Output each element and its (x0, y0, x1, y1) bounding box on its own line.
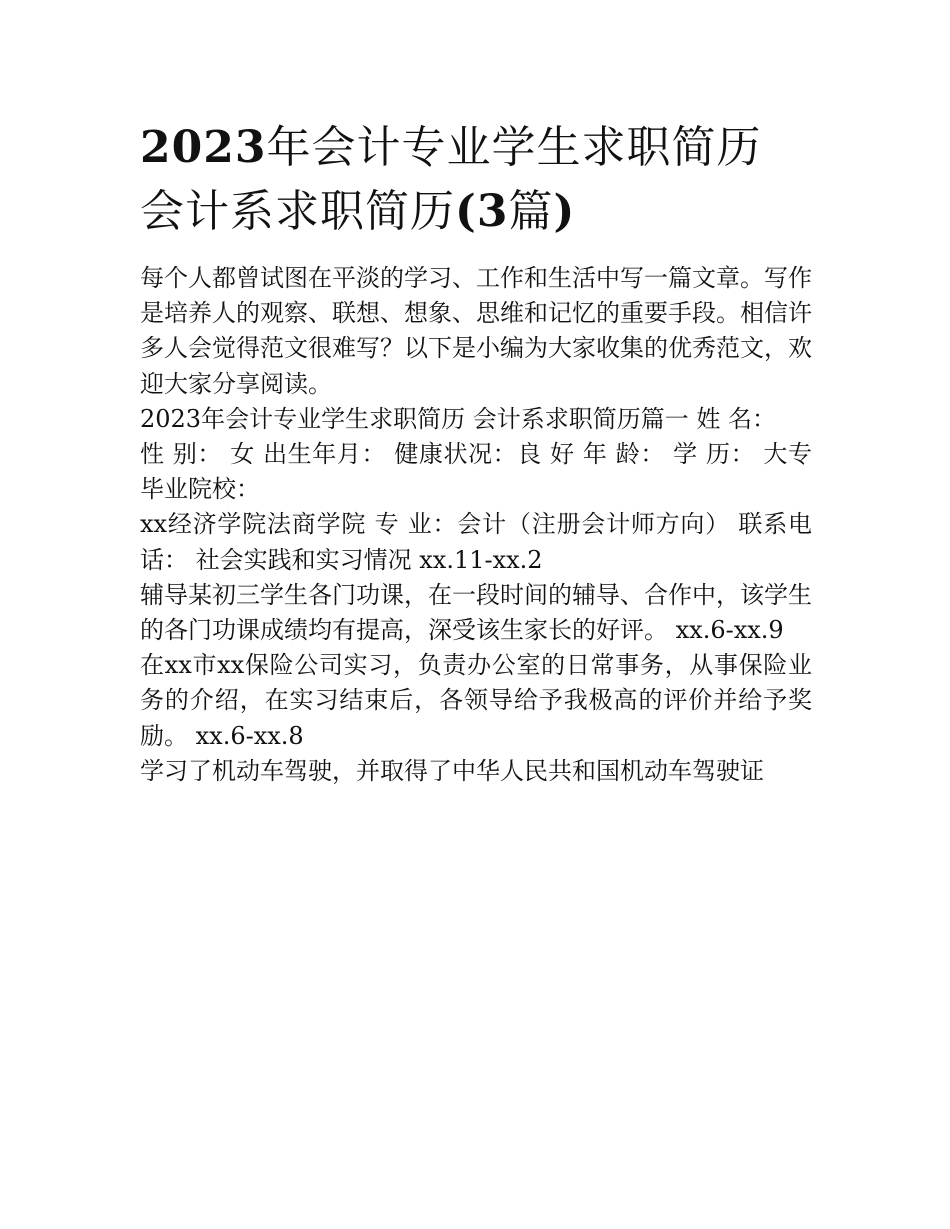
title-line-1 (140, 116, 812, 180)
title-paren-open: (3 (455, 186, 509, 237)
tutoring-paragraph: 辅导某初三学生各门功课，在一段时间的辅导、合作中，该学生的各门功课成绩均有提高，深受该生家长的好评。 xx.6-xx.9 (140, 580, 812, 645)
driving-paragraph: 学习了机动车驾驶，并取得了中华人民共和国机动车驾驶证 (140, 756, 764, 785)
title-pian: 篇 (508, 186, 554, 237)
title-year: 2023 (140, 122, 267, 173)
document-content (140, 116, 812, 789)
school-info-paragraph: xx经济学院法商学院 专 业：会计（注册会计师方向） 联系电话： 社会实践和实习情况 xx.11-xx.2 (140, 510, 812, 574)
personal-info-paragraph: 性 别： 女 出生年月： 健康状况：良 好 年 龄： 学 历： 大专毕业院校： (140, 440, 812, 504)
title-line-2-text: 会计系求职简历 (140, 186, 455, 237)
title-line-1-text: 年会计专业学生求职简历 (266, 122, 762, 173)
internship-paragraph: 在xx市xx保险公司实习，负责办公室的日常事务，从事保险业务的介绍，在实习结束后，各领导给予我极高的评价并给予奖励。 xx.6-xx.8 (140, 651, 812, 750)
resume-heading-paragraph: 2023年会计专业学生求职简历 会计系求职简历篇一 姓 名： (140, 404, 776, 433)
document-title (140, 116, 812, 244)
intro-paragraph: 每个人都曾试图在平淡的学习、工作和生活中写一篇文章。写作是培养人的观察、联想、想象、思维和记忆的重要手段。相信许多人会觉得范文很难写？以下是小编为大家收集的优秀范文，欢迎大家分享阅读。 (140, 264, 812, 398)
title-line-2 (140, 180, 812, 244)
title-paren-close: ) (553, 186, 576, 237)
